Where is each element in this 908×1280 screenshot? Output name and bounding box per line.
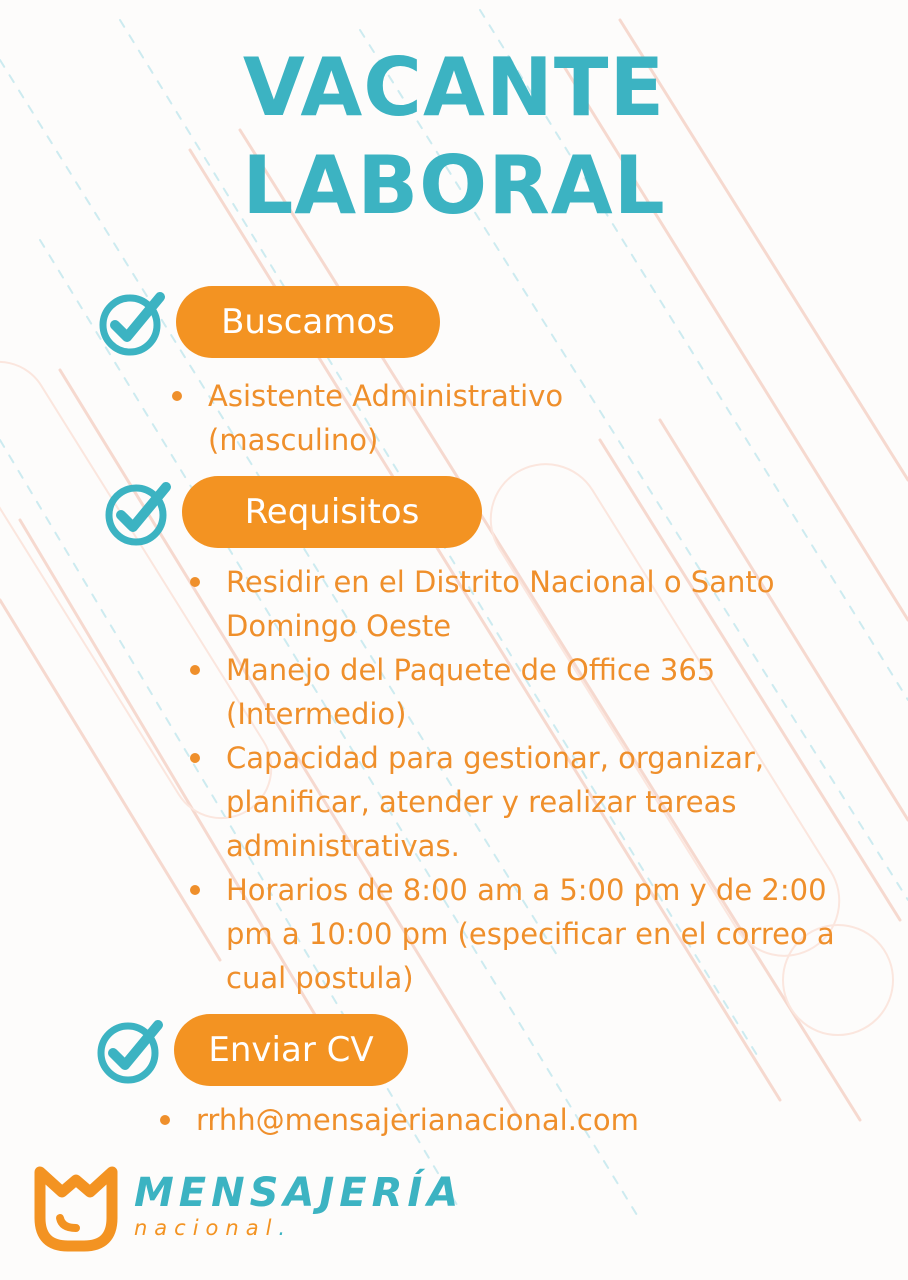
list-requisitos — [190, 560, 880, 1000]
check-circle-icon — [96, 1015, 166, 1085]
m-logo-icon — [28, 1158, 124, 1254]
page-title-line-2: LABORAL — [242, 139, 666, 232]
list-buscamos — [172, 374, 692, 462]
section-header-buscamos — [98, 286, 440, 358]
list-item: Capacidad para gestionar, organizar, planificar, atender y realizar tareas administrativas. — [190, 736, 880, 868]
list-item: Horarios de 8:00 am a 5:00 pm y de 2:00 pm a 10:00 pm (especificar en el correo a cual postula) — [190, 868, 880, 1000]
section-label-requisitos: Requisitos — [182, 476, 482, 548]
list-item: Residir en el Distrito Nacional o Santo Domingo Oeste — [190, 560, 880, 648]
brand-text — [134, 1171, 463, 1241]
check-circle-icon — [104, 477, 174, 547]
email-link[interactable]: rrhh@mensajerianacional.com — [160, 1098, 780, 1142]
page-title-line-1: VACANTE — [242, 41, 666, 134]
brand-sub-dot: . — [278, 1216, 293, 1240]
section-header-enviar-cv — [96, 1014, 408, 1086]
check-circle-icon — [98, 287, 168, 357]
brand-subtitle — [134, 1215, 463, 1241]
list-enviar-cv — [160, 1098, 780, 1142]
section-label-enviar-cv: Enviar CV — [174, 1014, 408, 1086]
section-header-requisitos — [104, 476, 482, 548]
list-item: Asistente Administrativo (masculino) — [172, 374, 692, 462]
brand-sub-text: nacional — [134, 1216, 279, 1240]
list-item: Manejo del Paquete de Office 365 (Intermedio) — [190, 648, 880, 736]
brand-logo — [28, 1158, 463, 1254]
section-label-buscamos: Buscamos — [176, 286, 440, 358]
brand-name: MENSAJERÍA — [134, 1170, 464, 1216]
